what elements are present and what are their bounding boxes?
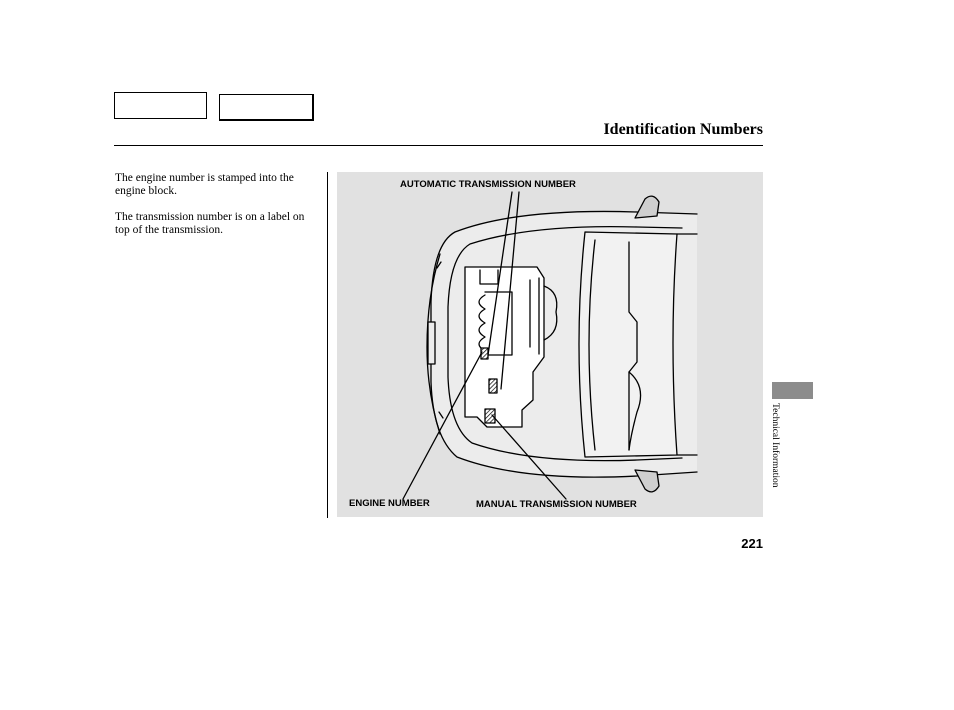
section-tab-label: Technical Information — [770, 403, 780, 488]
engine-bay-figure — [337, 172, 763, 517]
paragraph-transmission-number: The transmission number is on a label on top of the transmission. — [115, 211, 305, 236]
page-number: 221 — [741, 536, 763, 551]
callout-automatic-transmission-number: AUTOMATIC TRANSMISSION NUMBER — [400, 179, 576, 190]
callout-manual-transmission-number: MANUAL TRANSMISSION NUMBER — [476, 499, 637, 510]
section-tab[interactable] — [772, 382, 813, 399]
callout-engine-number: ENGINE NUMBER — [349, 498, 430, 509]
nav-box-next[interactable] — [219, 94, 314, 121]
nav-box-previous[interactable] — [114, 92, 207, 119]
paragraph-engine-number: The engine number is stamped into the engine block. — [115, 172, 294, 197]
column-divider — [327, 172, 328, 518]
header-rule — [114, 145, 763, 146]
engine-bay-drawing — [337, 172, 763, 517]
page-title: Identification Numbers — [603, 121, 763, 138]
